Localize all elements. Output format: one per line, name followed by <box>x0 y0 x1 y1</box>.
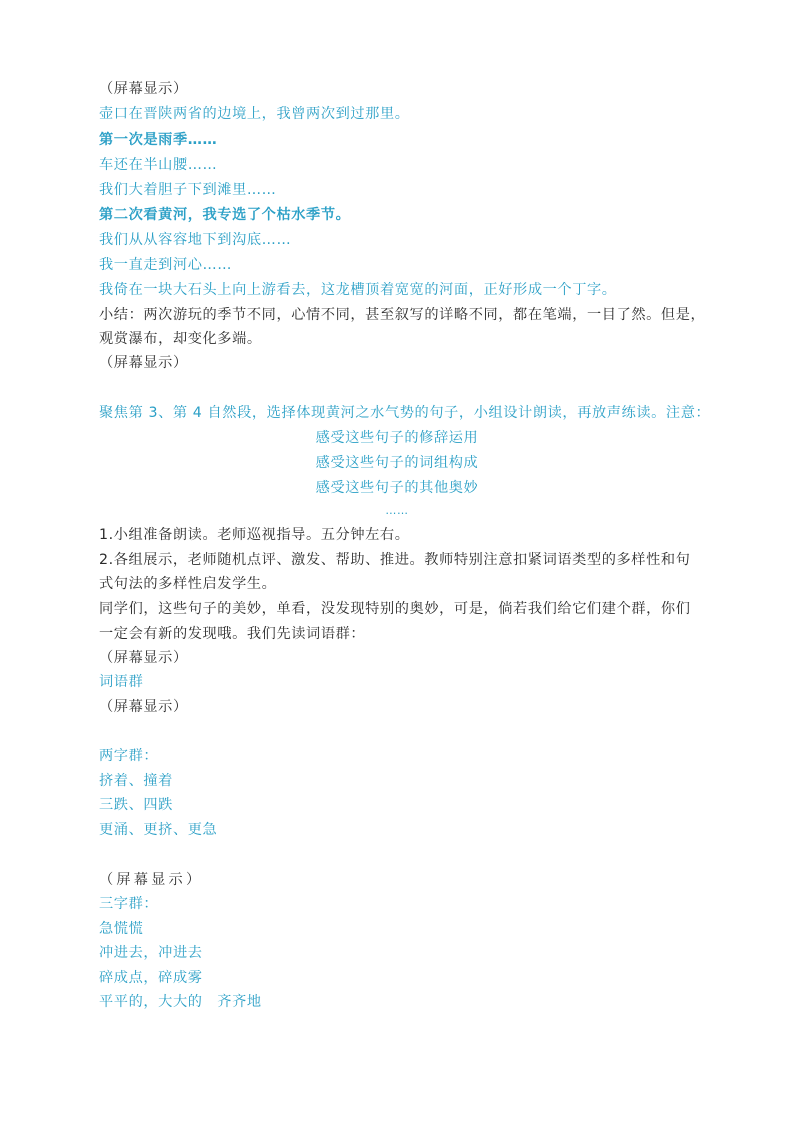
word-group-line: 急慌慌 <box>99 921 144 937</box>
text-line: 车还在半山腰…… <box>99 157 218 173</box>
word-group-line: 碎成点，碎成雾 <box>99 970 203 986</box>
screen-display-note: （屏幕显示） <box>99 699 188 715</box>
step-line: 式句法的多样性启发学生。 <box>99 576 277 592</box>
screen-display-note: （屏幕显示） <box>99 81 188 97</box>
screen-display-note: （屏幕显示） <box>99 355 188 371</box>
word-group-line: 平平的，大大的 齐齐地 <box>99 994 262 1010</box>
step-line: 2.各组展示，老师随机点评、激发、帮助、推进。教师特别注意扣紧词语类型的多样性和句 <box>99 552 691 568</box>
summary-line: 小结：两次游玩的季节不同，心情不同，甚至叙写的详略不同，都在笔端，一目了然。但是， <box>99 307 706 323</box>
group-heading: 两字群： <box>99 748 159 764</box>
centered-point: 感受这些句子的修辞运用 <box>315 430 479 446</box>
word-group-line: 挤着、撞着 <box>99 773 173 789</box>
text-line: 我一直走到河心…… <box>99 257 233 273</box>
word-group-line: 冲进去，冲进去 <box>99 945 203 961</box>
step-line: 1.小组准备朗读。老师巡视指导。五分钟左右。 <box>99 527 410 543</box>
word-group-line: 更涌、更挤、更急 <box>99 822 218 838</box>
summary-line: 观赏瀑布，却变化多端。 <box>99 331 262 347</box>
text-line: 我倚在一块大石头上向上游看去，这龙槽顶着宽宽的河面，正好形成一个丁字。 <box>99 282 617 298</box>
body-line: 一定会有新的发现哦。我们先读词语群： <box>99 626 366 642</box>
instruction-line: 聚焦第 3、第 4 自然段，选择体现黄河之水气势的句子，小组设计朗读，再放声练读。注意： <box>99 405 711 421</box>
ellipsis: …… <box>385 504 409 517</box>
body-line: 同学们，这些句子的美妙，单看，没发现特别的奥妙，可是，倘若我们给它们建个群，你们 <box>99 601 691 617</box>
centered-point: 感受这些句子的其他奥妙 <box>315 480 479 496</box>
centered-point: 感受这些句子的词组构成 <box>315 455 479 471</box>
text-line: 壶口在晋陕两省的边境上，我曾两次到过那里。 <box>99 106 410 122</box>
text-line: 我们大着胆子下到滩里…… <box>99 182 277 198</box>
text-line: 第一次是雨季…… <box>99 132 218 148</box>
word-group-line: 三跌、四跌 <box>99 797 173 813</box>
group-heading: 词语群 <box>99 674 144 690</box>
screen-display-note: （屏幕显示） <box>99 650 188 666</box>
text-line: 我们从从容容地下到沟底…… <box>99 232 292 248</box>
group-heading: 三字群： <box>99 896 159 912</box>
screen-display-note: （屏幕显示） <box>99 872 204 888</box>
text-line: 第二次看黄河，我专选了个枯水季节。 <box>99 207 351 223</box>
